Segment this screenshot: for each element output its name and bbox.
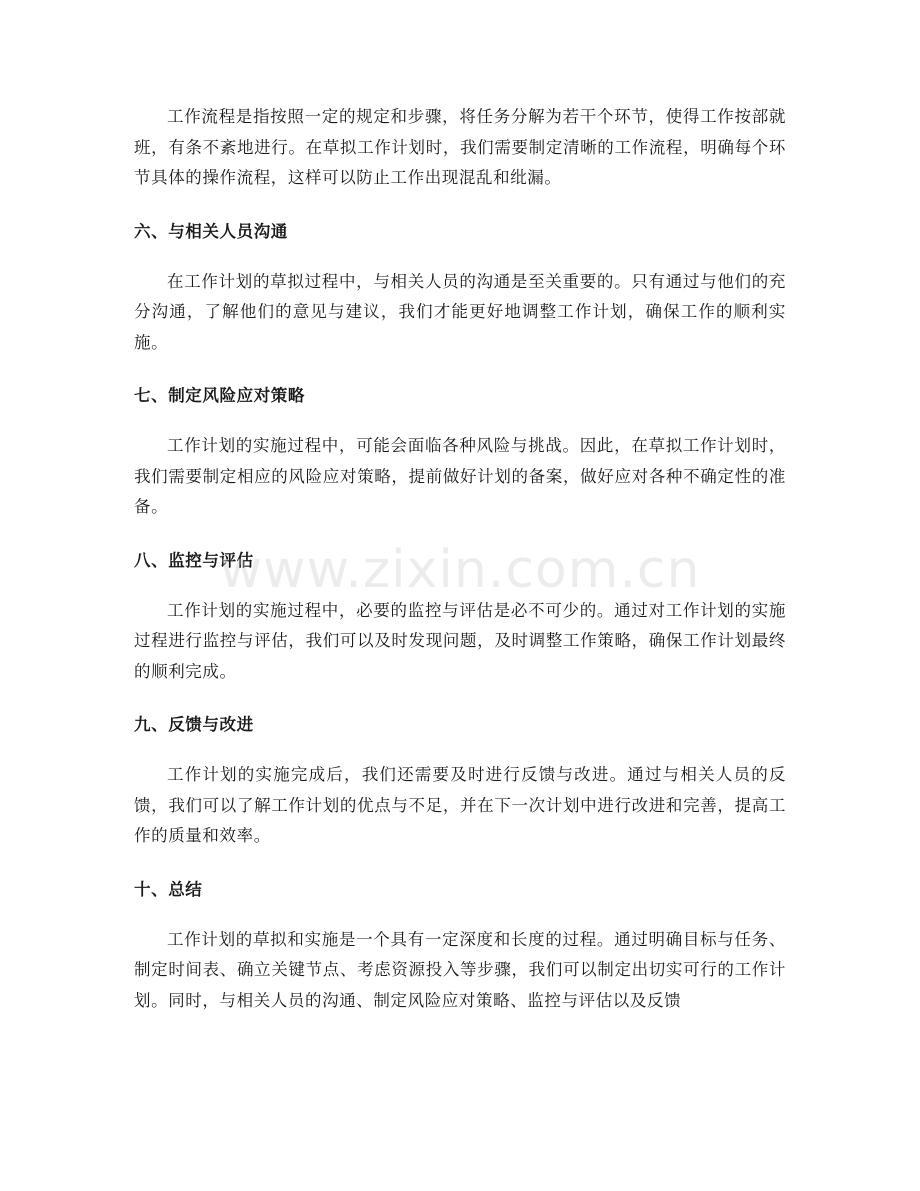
section-body-10: 工作计划的草拟和实施是一个具有一定深度和长度的过程。通过明确目标与任务、制定时间表、确立关键节点、考虑资源投入等步骤，我们可以制定出切实可行的工作计划。同时，与相关人员的沟通、制定风险应对策略、监控与评估以及反馈 bbox=[134, 929, 786, 1010]
section-body-7: 工作计划的实施过程中，可能会面临各种风险与挑战。因此，在草拟工作计划时，我们需要制定相应的风险应对策略，提前做好计划的备案，做好应对各种不确定性的准备。 bbox=[134, 436, 786, 516]
section-body-9: 工作计划的实施完成后，我们还需要及时进行反馈与改进。通过与相关人员的反馈，我们可以了解工作计划的优点与不足，并在下一次计划中进行改进和完善，提高工作的质量和效率。 bbox=[134, 765, 786, 845]
section-body-6: 在工作计划的草拟过程中，与相关人员的沟通是至关重要的。只有通过与他们的充分沟通，了解他们的意见与建议，我们才能更好地调整工作计划，确保工作的顺利实施。 bbox=[134, 271, 786, 352]
section-heading-6: 六、与相关人员沟通 bbox=[134, 221, 288, 241]
watermark: www.zixin.com.cn bbox=[219, 540, 701, 600]
document-content bbox=[134, 102, 786, 1016]
section-body-8: 工作计划的实施过程中，必要的监控与评估是必不可少的。通过对工作计划的实施过程进行监控与评估，我们可以及时发现问题，及时调整工作策略，确保工作计划最终的顺利完成。 bbox=[134, 600, 786, 681]
intro-paragraph: 工作流程是指按照一定的规定和步骤，将任务分解为若干个环节，使得工作按部就班，有条不紊地进行。在草拟工作计划时，我们需要制定清晰的工作流程，明确每个环节具体的操作流程，这样可以防止工作出现混乱和纰漏。 bbox=[134, 107, 786, 187]
section-heading-10: 十、总结 bbox=[134, 879, 203, 899]
section-heading-9: 九、反馈与改进 bbox=[134, 715, 254, 734]
section-heading-8: 八、监控与评估 bbox=[134, 550, 254, 570]
section-heading-7: 七、制定风险应对策略 bbox=[134, 386, 305, 405]
